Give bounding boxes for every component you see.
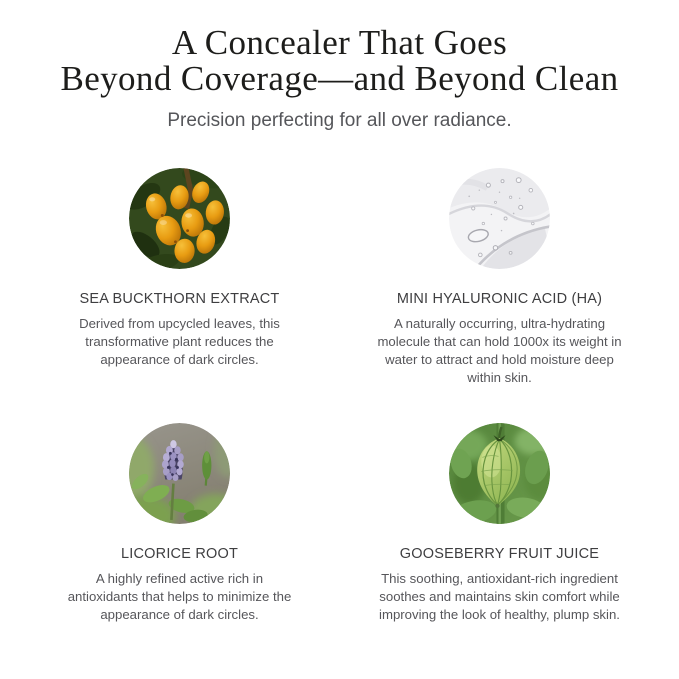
ingredient-description: A highly refined active rich in antioxidants that helps to minimize the appearance of dark circles.	[67, 571, 292, 622]
page-title	[0, 25, 679, 97]
gooseberry-fruit-photo	[449, 423, 550, 524]
page-subtitle: Precision perfecting for all over radiance.	[167, 110, 512, 131]
ingredient-card-gooseberry	[348, 423, 652, 624]
ingredient-name: MINI HYALURONIC ACID (HA)	[396, 291, 603, 307]
sea-buckthorn-berries-photo	[129, 168, 230, 269]
licorice-root-flower-photo	[129, 423, 230, 524]
hyaluronic-acid-gel-photo	[449, 168, 550, 269]
ingredient-description: Derived from upcycled leaves, this transformative plant reduces the appearance of dark circles.	[79, 316, 280, 367]
ingredient-description: A naturally occurring, ultra-hydrating molecule that can hold 1000x its weight in water to attract and hold moisture deep within skin.	[377, 316, 622, 385]
gel-texture-illustration	[449, 168, 550, 269]
ingredient-card-licorice-root	[28, 423, 332, 624]
licorice-flower-illustration	[129, 423, 230, 524]
ingredient-name: LICORICE ROOT	[121, 546, 238, 562]
ingredient-card-hyaluronic-acid	[348, 168, 652, 387]
gooseberry-husk-illustration	[449, 423, 550, 524]
ingredient-name: SEA BUCKTHORN EXTRACT	[79, 291, 280, 307]
ingredient-name: GOOSEBERRY FRUIT JUICE	[399, 546, 600, 562]
ingredient-description: This soothing, antioxidant-rich ingredient soothes and maintains skin comfort while improving the look of healthy, plump skin.	[379, 571, 620, 622]
sea-buckthorn-berries-illustration	[129, 168, 230, 269]
ingredient-card-sea-buckthorn	[28, 168, 332, 387]
title-line-1: A Concealer That Goes	[171, 23, 508, 62]
title-line-2: Beyond Coverage—and Beyond Clean	[60, 59, 619, 98]
ingredient-grid	[28, 168, 652, 624]
